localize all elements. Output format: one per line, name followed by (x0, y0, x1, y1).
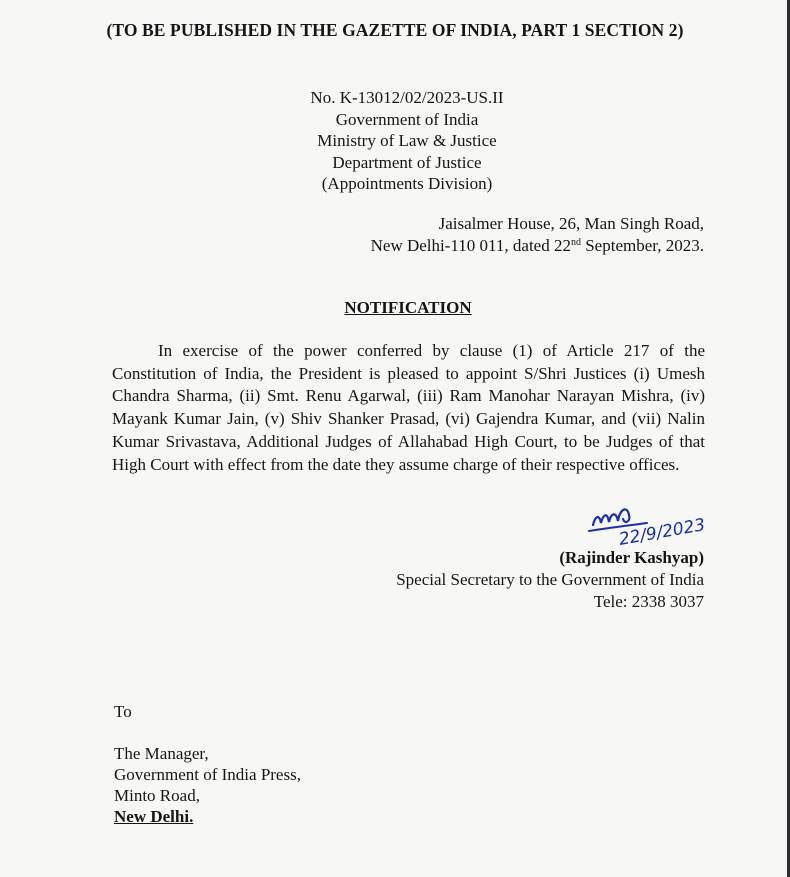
file-number: No. K-13012/02/2023-US.II (310, 88, 504, 107)
reference-block (282, 87, 532, 195)
signatory-designation: Special Secretary to the Government of India (396, 570, 704, 589)
ministry-name: Ministry of Law & Justice (317, 131, 497, 150)
recipient-line-2: Government of India Press, (114, 765, 301, 784)
notification-body: In exercise of the power conferred by clause (1) of Article 217 of the Constitution of India, the President is pleased to appoint S/Shri Justices (i) Umesh Chandra Sharma, (ii) Smt. Renu Agarwal, (iii) Ram Manohar Narayan Mishra, (iv) Mayank Kumar Jain, (v) Shiv Shanker Prasad, (vi) Gajendra Kumar, and (vii) Nalin Kumar Srivastava, Additional Judges of Allahabad High Court, to be Judges of that High Court with effect from the date they assume charge of their respective offices. (112, 341, 705, 474)
handwritten-signature (583, 495, 713, 555)
address-date-suffix: September, 2023. (580, 236, 704, 255)
signature-date: 22/9/2023 (617, 515, 707, 550)
to-label: To (114, 702, 132, 721)
recipient-city: New Delhi. (114, 807, 194, 826)
date-ordinal: nd (570, 237, 581, 248)
recipient-line-1: The Manager, (114, 744, 209, 763)
address-line-2 (371, 236, 704, 256)
recipient-line-3: Minto Road, (114, 786, 200, 805)
notification-title: NOTIFICATION (344, 298, 472, 317)
division-name: (Appointments Division) (321, 174, 493, 193)
signatory-telephone: Tele: 2338 3037 (593, 592, 704, 611)
gazette-header: (TO BE PUBLISHED IN THE GAZETTE OF INDIA, PART 1 SECTION 2) (106, 20, 684, 40)
address-date-prefix: New Delhi-110 011, dated 22 (370, 236, 571, 255)
address-line-1: Jaisalmer House, 26, Man Singh Road, (438, 214, 704, 233)
signatory-name: (Rajinder Kashyap) (559, 548, 704, 567)
government-name: Government of India (335, 109, 479, 129)
department-name: Department of Justice (332, 152, 482, 172)
